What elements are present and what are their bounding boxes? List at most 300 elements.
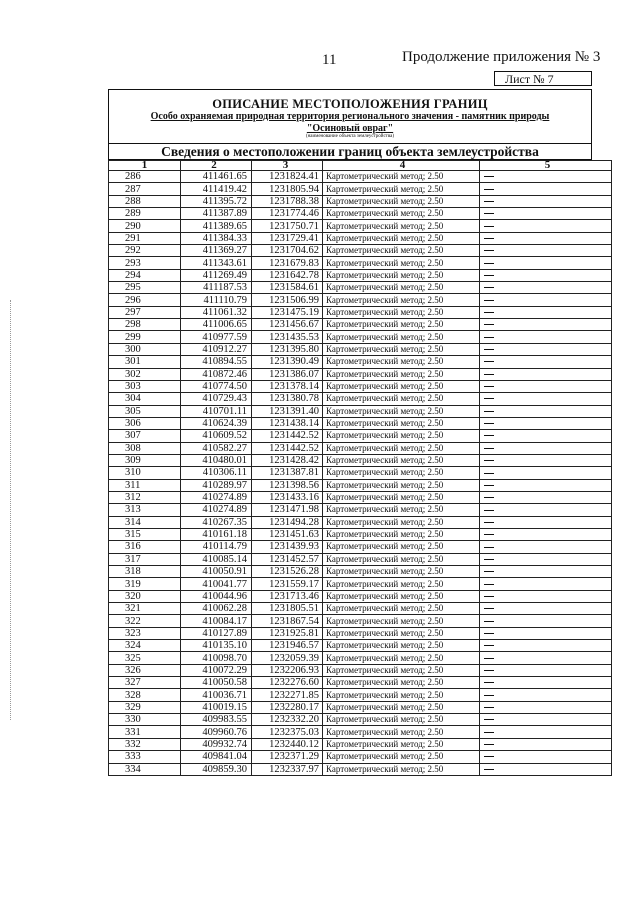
document-subtitle: Особо охраняемая природная территория регионального значения - памятник природы (150, 111, 550, 122)
point-number-cell: 318 (109, 566, 181, 578)
x-coordinate-cell: 410701.11 (181, 405, 252, 417)
x-coordinate-cell: 410267.35 (181, 516, 252, 528)
x-coordinate-cell: 409841.04 (181, 751, 252, 763)
dash-mark (484, 435, 494, 436)
y-coordinate-cell: 1231456.67 (252, 319, 323, 331)
point-number-cell: 290 (109, 220, 181, 232)
dash-mark (484, 633, 494, 634)
table-row (109, 331, 612, 343)
notes-cell (480, 343, 612, 355)
table-row (109, 627, 612, 639)
y-coordinate-cell: 1231442.52 (252, 430, 323, 442)
x-coordinate-cell: 409983.55 (181, 714, 252, 726)
y-coordinate-cell: 1231390.49 (252, 356, 323, 368)
y-coordinate-cell: 1231471.98 (252, 504, 323, 516)
y-coordinate-cell: 1231439.93 (252, 541, 323, 553)
point-number-cell: 297 (109, 306, 181, 318)
x-coordinate-cell: 410135.10 (181, 640, 252, 652)
column-header-3: 3 (252, 161, 323, 171)
y-coordinate-cell: 1231438.14 (252, 417, 323, 429)
y-coordinate-cell: 1231526.28 (252, 566, 323, 578)
point-number-cell: 300 (109, 343, 181, 355)
document-title: ОПИСАНИЕ МЕСТОПОЛОЖЕНИЯ ГРАНИЦ (212, 97, 488, 111)
method-cell: Картометрический метод; 2.50 (323, 454, 480, 466)
page-number: 11 (322, 52, 337, 68)
dash-mark (484, 744, 494, 745)
point-number-cell: 301 (109, 356, 181, 368)
x-coordinate-cell: 410624.39 (181, 417, 252, 429)
point-number-cell: 304 (109, 393, 181, 405)
notes-cell (480, 578, 612, 590)
x-coordinate-cell: 410894.55 (181, 356, 252, 368)
point-number-cell: 302 (109, 368, 181, 380)
scan-margin-marks (10, 300, 13, 720)
y-coordinate-cell: 1232440.12 (252, 738, 323, 750)
point-number-cell: 319 (109, 578, 181, 590)
point-number-cell: 313 (109, 504, 181, 516)
table-row (109, 677, 612, 689)
table-row (109, 220, 612, 232)
method-cell: Картометрический метод; 2.50 (323, 208, 480, 220)
notes-cell (480, 306, 612, 318)
x-coordinate-cell: 410161.18 (181, 528, 252, 540)
table-header-row (109, 161, 612, 171)
method-cell: Картометрический метод; 2.50 (323, 516, 480, 528)
method-cell: Картометрический метод; 2.50 (323, 405, 480, 417)
table-row (109, 269, 612, 281)
y-coordinate-cell: 1232371.29 (252, 751, 323, 763)
notes-cell (480, 553, 612, 565)
point-number-cell: 295 (109, 282, 181, 294)
dash-mark (484, 621, 494, 622)
y-coordinate-cell: 1231642.78 (252, 269, 323, 281)
y-coordinate-cell: 1232280.17 (252, 701, 323, 713)
method-cell: Картометрический метод; 2.50 (323, 528, 480, 540)
point-number-cell: 308 (109, 442, 181, 454)
table-row (109, 306, 612, 318)
table-row (109, 171, 612, 183)
notes-cell (480, 504, 612, 516)
notes-cell (480, 528, 612, 540)
notes-cell (480, 516, 612, 528)
notes-cell (480, 380, 612, 392)
table-row (109, 442, 612, 454)
point-number-cell: 329 (109, 701, 181, 713)
table-row (109, 640, 612, 652)
point-number-cell: 322 (109, 615, 181, 627)
dash-mark (484, 510, 494, 511)
method-cell: Картометрический метод; 2.50 (323, 664, 480, 676)
point-number-cell: 332 (109, 738, 181, 750)
dash-mark (484, 670, 494, 671)
y-coordinate-cell: 1231451.63 (252, 528, 323, 540)
point-number-cell: 306 (109, 417, 181, 429)
notes-cell (480, 751, 612, 763)
y-coordinate-cell: 1231391.40 (252, 405, 323, 417)
table-row (109, 553, 612, 565)
notes-cell (480, 257, 612, 269)
point-number-cell: 292 (109, 245, 181, 257)
dash-mark (484, 534, 494, 535)
notes-cell (480, 269, 612, 281)
dash-mark (484, 250, 494, 251)
y-coordinate-cell: 1231387.81 (252, 467, 323, 479)
notes-cell (480, 615, 612, 627)
notes-cell (480, 763, 612, 775)
method-cell: Картометрический метод; 2.50 (323, 677, 480, 689)
document-frame (108, 89, 592, 809)
x-coordinate-cell: 410062.28 (181, 603, 252, 615)
method-cell: Картометрический метод; 2.50 (323, 331, 480, 343)
method-cell: Картометрический метод; 2.50 (323, 269, 480, 281)
y-coordinate-cell: 1231395.80 (252, 343, 323, 355)
dash-mark (484, 719, 494, 720)
table-row (109, 689, 612, 701)
method-cell: Картометрический метод; 2.50 (323, 541, 480, 553)
notes-cell (480, 208, 612, 220)
y-coordinate-cell: 1231398.56 (252, 479, 323, 491)
method-cell: Картометрический метод; 2.50 (323, 393, 480, 405)
notes-cell (480, 467, 612, 479)
method-cell: Картометрический метод; 2.50 (323, 590, 480, 602)
method-cell: Картометрический метод; 2.50 (323, 504, 480, 516)
y-coordinate-cell: 1231475.19 (252, 306, 323, 318)
table-row (109, 208, 612, 220)
method-cell: Картометрический метод; 2.50 (323, 294, 480, 306)
point-number-cell: 286 (109, 171, 181, 183)
notes-cell (480, 689, 612, 701)
y-coordinate-cell: 1231428.42 (252, 454, 323, 466)
method-cell: Картометрический метод; 2.50 (323, 726, 480, 738)
point-number-cell: 312 (109, 491, 181, 503)
point-number-cell: 315 (109, 528, 181, 540)
dash-mark (484, 732, 494, 733)
dash-mark (484, 485, 494, 486)
point-number-cell: 317 (109, 553, 181, 565)
y-coordinate-cell: 1232059.39 (252, 652, 323, 664)
notes-cell (480, 479, 612, 491)
x-coordinate-cell: 410041.77 (181, 578, 252, 590)
table-row (109, 356, 612, 368)
x-coordinate-cell: 410127.89 (181, 627, 252, 639)
method-cell: Картометрический метод; 2.50 (323, 430, 480, 442)
point-number-cell: 311 (109, 479, 181, 491)
notes-cell (480, 294, 612, 306)
point-number-cell: 309 (109, 454, 181, 466)
notes-cell (480, 368, 612, 380)
x-coordinate-cell: 410114.79 (181, 541, 252, 553)
notes-cell (480, 245, 612, 257)
dash-mark (484, 411, 494, 412)
x-coordinate-cell: 411343.61 (181, 257, 252, 269)
y-coordinate-cell: 1231750.71 (252, 220, 323, 232)
x-coordinate-cell: 410912.27 (181, 343, 252, 355)
dash-mark (484, 189, 494, 190)
y-coordinate-cell: 1231774.46 (252, 208, 323, 220)
x-coordinate-cell: 410050.58 (181, 677, 252, 689)
y-coordinate-cell: 1231788.38 (252, 195, 323, 207)
dash-mark (484, 596, 494, 597)
x-coordinate-cell: 410084.17 (181, 615, 252, 627)
x-coordinate-cell: 411006.65 (181, 319, 252, 331)
x-coordinate-cell: 411269.49 (181, 269, 252, 281)
y-coordinate-cell: 1231506.99 (252, 294, 323, 306)
dash-mark (484, 386, 494, 387)
notes-cell (480, 664, 612, 676)
dash-mark (484, 201, 494, 202)
method-cell: Картометрический метод; 2.50 (323, 319, 480, 331)
notes-cell (480, 640, 612, 652)
notes-cell (480, 603, 612, 615)
x-coordinate-cell: 410098.70 (181, 652, 252, 664)
dash-mark (484, 645, 494, 646)
point-number-cell: 307 (109, 430, 181, 442)
notes-cell (480, 171, 612, 183)
x-coordinate-cell: 410274.89 (181, 504, 252, 516)
method-cell: Картометрический метод; 2.50 (323, 257, 480, 269)
table-row (109, 566, 612, 578)
dash-mark (484, 176, 494, 177)
y-coordinate-cell: 1231442.52 (252, 442, 323, 454)
dash-mark (484, 769, 494, 770)
method-cell: Картометрический метод; 2.50 (323, 343, 480, 355)
method-cell: Картометрический метод; 2.50 (323, 417, 480, 429)
y-coordinate-cell: 1231704.62 (252, 245, 323, 257)
point-number-cell: 321 (109, 603, 181, 615)
notes-cell (480, 652, 612, 664)
notes-cell (480, 590, 612, 602)
notes-cell (480, 701, 612, 713)
table-body (109, 171, 612, 776)
method-cell: Картометрический метод; 2.50 (323, 738, 480, 750)
point-number-cell: 294 (109, 269, 181, 281)
y-coordinate-cell: 1232337.97 (252, 763, 323, 775)
appendix-continuation-label: Продолжение приложения № 3 (402, 49, 601, 65)
method-cell: Картометрический метод; 2.50 (323, 553, 480, 565)
point-number-cell: 310 (109, 467, 181, 479)
y-coordinate-cell: 1232332.20 (252, 714, 323, 726)
y-coordinate-cell: 1231559.17 (252, 578, 323, 590)
dash-mark (484, 571, 494, 572)
method-cell: Картометрический метод; 2.50 (323, 603, 480, 615)
table-row (109, 578, 612, 590)
notes-cell (480, 738, 612, 750)
point-number-cell: 327 (109, 677, 181, 689)
y-coordinate-cell: 1231378.14 (252, 380, 323, 392)
y-coordinate-cell: 1231380.78 (252, 393, 323, 405)
y-coordinate-cell: 1231729.41 (252, 232, 323, 244)
x-coordinate-cell: 410582.27 (181, 442, 252, 454)
table-row (109, 257, 612, 269)
x-coordinate-cell: 410306.11 (181, 467, 252, 479)
table-row (109, 195, 612, 207)
point-number-cell: 323 (109, 627, 181, 639)
table-row (109, 714, 612, 726)
dash-mark (484, 473, 494, 474)
method-cell: Картометрический метод; 2.50 (323, 467, 480, 479)
dash-mark (484, 695, 494, 696)
dash-mark (484, 300, 494, 301)
method-cell: Картометрический метод; 2.50 (323, 442, 480, 454)
dash-mark (484, 584, 494, 585)
table-row (109, 664, 612, 676)
x-coordinate-cell: 410072.29 (181, 664, 252, 676)
point-number-cell: 287 (109, 183, 181, 195)
point-number-cell: 289 (109, 208, 181, 220)
notes-cell (480, 627, 612, 639)
x-coordinate-cell: 411461.65 (181, 171, 252, 183)
x-coordinate-cell: 411419.42 (181, 183, 252, 195)
dash-mark (484, 312, 494, 313)
dash-mark (484, 658, 494, 659)
y-coordinate-cell: 1231386.07 (252, 368, 323, 380)
notes-cell (480, 430, 612, 442)
y-coordinate-cell: 1231824.41 (252, 171, 323, 183)
dash-mark (484, 275, 494, 276)
method-cell: Картометрический метод; 2.50 (323, 640, 480, 652)
dash-mark (484, 448, 494, 449)
dash-mark (484, 423, 494, 424)
method-cell: Картометрический метод; 2.50 (323, 479, 480, 491)
point-number-cell: 320 (109, 590, 181, 602)
dash-mark (484, 263, 494, 264)
y-coordinate-cell: 1232276.60 (252, 677, 323, 689)
method-cell: Картометрический метод; 2.50 (323, 652, 480, 664)
point-number-cell: 299 (109, 331, 181, 343)
y-coordinate-cell: 1231433.16 (252, 491, 323, 503)
dash-mark (484, 559, 494, 560)
method-cell: Картометрический метод; 2.50 (323, 195, 480, 207)
method-cell: Картометрический метод; 2.50 (323, 701, 480, 713)
object-name: "Осиновый овраг" (306, 123, 394, 134)
table-row (109, 479, 612, 491)
dash-mark (484, 238, 494, 239)
table-row (109, 615, 612, 627)
point-number-cell: 296 (109, 294, 181, 306)
dash-mark (484, 756, 494, 757)
method-cell: Картометрический метод; 2.50 (323, 763, 480, 775)
table-row (109, 763, 612, 775)
table-row (109, 751, 612, 763)
method-cell: Картометрический метод; 2.50 (323, 714, 480, 726)
dash-mark (484, 213, 494, 214)
column-header-4: 4 (323, 161, 480, 171)
notes-cell (480, 405, 612, 417)
dash-mark (484, 374, 494, 375)
notes-cell (480, 195, 612, 207)
notes-cell (480, 393, 612, 405)
method-cell: Картометрический метод; 2.50 (323, 245, 480, 257)
point-number-cell: 324 (109, 640, 181, 652)
table-row (109, 491, 612, 503)
table-row (109, 467, 612, 479)
table-row (109, 726, 612, 738)
dash-mark (484, 226, 494, 227)
notes-cell (480, 356, 612, 368)
table-row (109, 393, 612, 405)
x-coordinate-cell: 410019.15 (181, 701, 252, 713)
x-coordinate-cell: 410036.71 (181, 689, 252, 701)
method-cell: Картометрический метод; 2.50 (323, 380, 480, 392)
x-coordinate-cell: 410274.89 (181, 491, 252, 503)
method-cell: Картометрический метод; 2.50 (323, 232, 480, 244)
method-cell: Картометрический метод; 2.50 (323, 306, 480, 318)
x-coordinate-cell: 410044.96 (181, 590, 252, 602)
table-row (109, 319, 612, 331)
table-row (109, 738, 612, 750)
table-row (109, 294, 612, 306)
x-coordinate-cell: 411061.32 (181, 306, 252, 318)
y-coordinate-cell: 1231713.46 (252, 590, 323, 602)
dash-mark (484, 682, 494, 683)
method-cell: Картометрический метод; 2.50 (323, 171, 480, 183)
notes-cell (480, 417, 612, 429)
point-number-cell: 326 (109, 664, 181, 676)
table-row (109, 232, 612, 244)
x-coordinate-cell: 410085.14 (181, 553, 252, 565)
y-coordinate-cell: 1232206.93 (252, 664, 323, 676)
dash-mark (484, 337, 494, 338)
notes-cell (480, 454, 612, 466)
method-cell: Картометрический метод; 2.50 (323, 220, 480, 232)
point-number-cell: 314 (109, 516, 181, 528)
notes-cell (480, 282, 612, 294)
title-block (108, 89, 592, 143)
notes-cell (480, 541, 612, 553)
dash-mark (484, 460, 494, 461)
y-coordinate-cell: 1231679.83 (252, 257, 323, 269)
method-cell: Картометрический метод; 2.50 (323, 566, 480, 578)
y-coordinate-cell: 1231435.53 (252, 331, 323, 343)
y-coordinate-cell: 1231494.28 (252, 516, 323, 528)
notes-cell (480, 566, 612, 578)
point-number-cell: 316 (109, 541, 181, 553)
y-coordinate-cell: 1231925.81 (252, 627, 323, 639)
point-number-cell: 303 (109, 380, 181, 392)
y-coordinate-cell: 1231805.94 (252, 183, 323, 195)
column-header-1: 1 (109, 161, 181, 171)
dash-mark (484, 287, 494, 288)
method-cell: Картометрический метод; 2.50 (323, 627, 480, 639)
point-number-cell: 293 (109, 257, 181, 269)
dash-mark (484, 522, 494, 523)
method-cell: Картометрический метод; 2.50 (323, 751, 480, 763)
table-row (109, 183, 612, 195)
x-coordinate-cell: 411387.89 (181, 208, 252, 220)
point-number-cell: 333 (109, 751, 181, 763)
point-number-cell: 291 (109, 232, 181, 244)
y-coordinate-cell: 1231946.57 (252, 640, 323, 652)
notes-cell (480, 491, 612, 503)
x-coordinate-cell: 410774.50 (181, 380, 252, 392)
point-number-cell: 325 (109, 652, 181, 664)
table-row (109, 430, 612, 442)
notes-cell (480, 714, 612, 726)
y-coordinate-cell: 1232271.85 (252, 689, 323, 701)
method-cell: Картометрический метод; 2.50 (323, 356, 480, 368)
method-cell: Картометрический метод; 2.50 (323, 578, 480, 590)
method-cell: Картометрический метод; 2.50 (323, 282, 480, 294)
notes-cell (480, 232, 612, 244)
point-number-cell: 330 (109, 714, 181, 726)
notes-cell (480, 331, 612, 343)
table-row (109, 380, 612, 392)
method-cell: Картометрический метод; 2.50 (323, 183, 480, 195)
x-coordinate-cell: 410289.97 (181, 479, 252, 491)
dash-mark (484, 349, 494, 350)
point-number-cell: 331 (109, 726, 181, 738)
notes-cell (480, 319, 612, 331)
